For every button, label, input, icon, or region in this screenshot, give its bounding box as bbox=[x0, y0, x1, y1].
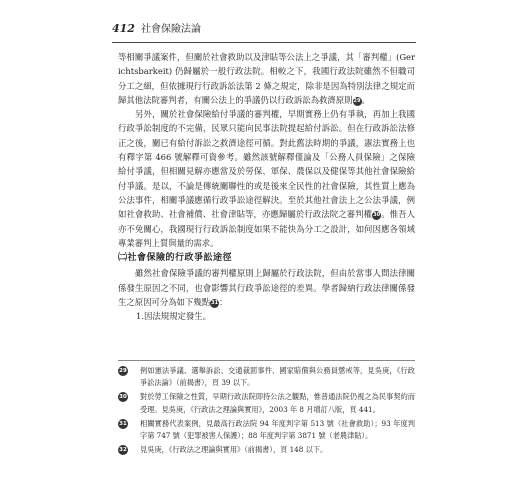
footnote-item bbox=[118, 391, 415, 415]
footnote-rule bbox=[118, 360, 415, 361]
paragraph-3: 雖然社會保險爭議的審判權原則上歸屬於行政法院，但由於當事人間法律關係發生原因之不同，也會影響其行政爭訟途徑的差異。學者歸納行政法律關係發生之原因可分為如下幾點$^{31}$： bbox=[118, 268, 415, 308]
footnote-number-badge: 30 bbox=[118, 392, 128, 402]
paragraph-2: 另外，關於社會保險給付爭議的審判權，早期實務上仍有爭執，再加上我國行政爭訟制度的不完備，民眾只能向民事法院提起給付訴訟。但在行政訴訟法修正之後，關已有給付訴訟之救濟途徑可循。對此舊法時期的爭議，憲法實務上也有釋字第 466 號解釋可資參考。雖然該號解釋僅論及「公務人員保險」之保險給付爭議，但相關見解亦應當及於勞保、軍保、農保以及健保等其他社會保險給付爭議。是以，不論是傳統關聯性的或是後來全民性的社會保險，其性質上應為公法事件，相關爭議應循行政爭訟途徑解決。至於其他社會法上之公法爭議，例如社會救助、社會補償、社會津貼等，亦應歸屬於行政法院之審判權$^{30}$。惟吾人亦不免關心，我國現行行政訴訟制度如果不能快為分工之設計，如何因應各領域專業審判上質與量的需求。 bbox=[118, 109, 416, 248]
paragraph-1: 等相關爭議案件，但關於社會救助以及津貼等公法上之爭議，其「審判權」(Gerichtsbarkeit) 仍歸屬於一般行政法院。相較之下，我國行政法院雖然不但職司分工之細，但依據現行行政訴訟法第 2 條之規定，除非是因為特別法律之規定而歸其他法院審判者，有關公法上的爭議仍以行政訴訟為救濟原則$^{29}$。 bbox=[118, 52, 415, 105]
book-title: 社會保險法論 bbox=[140, 24, 201, 35]
footnote-number-badge: 29 bbox=[118, 366, 128, 376]
footnote-ref-30[interactable]: 30 bbox=[373, 212, 381, 219]
footnote-number-badge: 32 bbox=[118, 445, 128, 455]
footnote-item bbox=[118, 418, 415, 442]
header-rule bbox=[112, 42, 416, 43]
list-item-1: 1.因法規規定發生。 bbox=[136, 311, 211, 322]
footnote-text: 例如憲法爭議、選舉訴訟、交通裁罰事件、國家賠償與公務員懲戒等，見吳庚，《行政爭訟法論》（前揭書），頁 39 以下。 bbox=[140, 366, 415, 388]
body-text bbox=[118, 50, 415, 324]
running-header bbox=[112, 20, 201, 36]
footnote-ref-31[interactable]: 31 bbox=[211, 300, 219, 307]
page-number: 412 bbox=[112, 22, 135, 35]
footnote-item bbox=[118, 365, 415, 389]
footnotes bbox=[118, 365, 415, 458]
footnote-text: 對於勞工保險之性質，早期行政法院即持公法之觀點，惟普通法院仍視之為民事契約而受理。見吳庚，《行政法之理論與實用》，2003 年 8 月增訂八版，頁 441。 bbox=[140, 392, 415, 414]
footnote-text: 相關實務代表案例，見最高行政法院 94 年度判字第 513 號（社會救助）；93 年度判字第 747 號（犯罪被害人保護）；88 年度判字第 3871 號（老農津貼）。 bbox=[140, 418, 415, 441]
footnote-text: 見吳庚，《行政法之理論與實用》（前揭書），頁 148 以下。 bbox=[140, 445, 328, 455]
footnote-ref-29[interactable]: 29 bbox=[353, 97, 361, 104]
section-subheading: ㈡社會保險的行政爭訟途徑 bbox=[118, 253, 233, 264]
footnote-item bbox=[118, 444, 415, 456]
footnote-number-badge: 31 bbox=[118, 419, 128, 429]
